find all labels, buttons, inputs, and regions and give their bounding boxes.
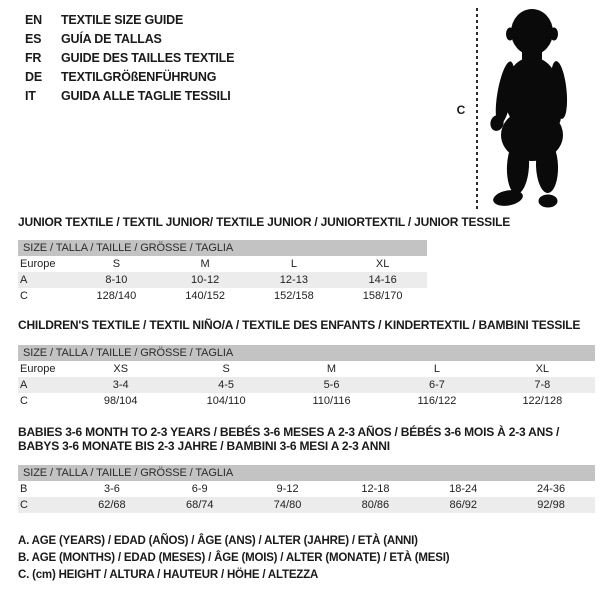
language-row: [25, 48, 234, 67]
legend-line: C. (cm) HEIGHT / ALTURA / HAUTEUR / HÖHE / ALTEZZA: [18, 569, 319, 581]
language-title: GUIDE DES TAILLES TEXTILE: [61, 50, 235, 65]
value-cell: 158/170: [362, 290, 403, 302]
size-header-bar: [18, 240, 427, 256]
row-label-cell: A: [20, 379, 28, 391]
value-cell: 10-12: [191, 274, 220, 286]
value-cell: 3-4: [112, 379, 129, 391]
height-dotted-line: [476, 8, 478, 211]
value-cell: 24-36: [536, 483, 566, 495]
language-code: EN: [25, 12, 42, 27]
value-cell: 140/152: [185, 290, 225, 302]
language-row: [25, 29, 234, 48]
table-title: [18, 215, 511, 229]
row-label-cell: A: [20, 274, 28, 286]
row-label-cell: C: [20, 395, 28, 407]
row-label-cell: Europe: [20, 363, 56, 375]
junior-textile-section: [18, 215, 511, 304]
table-title: [18, 318, 595, 332]
table-row: [18, 393, 595, 409]
row-label-cell: Europe: [20, 258, 56, 270]
value-cell: 5-6: [323, 379, 340, 391]
value-cell: M: [200, 258, 210, 270]
table-title-line: BABIES 3-6 MONTH TO 2-3 YEARS / BEBÉS 3-6 MESES A 2-3 AÑOS / BÉBÉS 3-6 MOIS À 2-3 ANS /: [18, 425, 560, 439]
table-row: [18, 361, 595, 377]
value-cell: M: [326, 363, 337, 375]
row-label-cell: C: [20, 290, 28, 302]
table-grid: [18, 481, 595, 513]
value-cell: 12-13: [279, 274, 308, 286]
height-figure: [440, 0, 600, 215]
size-header-bar-label: SIZE / TALLA / TAILLE / GRÖSSE / TAGLIA: [23, 467, 234, 479]
value-cell: 12-18: [361, 483, 390, 495]
value-cell: XL: [535, 363, 550, 375]
table-title-line: BABYS 3-6 MONATE BIS 2-3 JAHRE / BAMBINI 3-6 MESI A 2-3 ANNI: [18, 439, 390, 453]
value-cell: 14-16: [368, 274, 397, 286]
table-title-line: JUNIOR TEXTILE / TEXTIL JUNIOR/ TEXTILE JUNIOR / JUNIORTEXTIL / JUNIOR TESSILE: [18, 215, 511, 229]
value-cell: 110/116: [312, 395, 351, 407]
value-cell: 4-5: [218, 379, 235, 391]
babies-textile-section: [18, 425, 595, 513]
value-cell: 116/122: [417, 395, 457, 407]
value-cell: 152/158: [273, 290, 314, 302]
children-textile-section: [18, 318, 595, 409]
table-row: [18, 497, 595, 513]
value-cell: 7-8: [534, 379, 551, 391]
table-row: [18, 272, 427, 288]
value-cell: 86/92: [449, 499, 477, 511]
value-cell: 104/110: [206, 395, 246, 407]
value-cell: 80/86: [361, 499, 390, 511]
value-cell: 68/74: [185, 499, 214, 511]
size-header-bar: [18, 345, 595, 361]
value-cell: 18-24: [449, 483, 478, 495]
table-row: [18, 256, 427, 272]
value-cell: 98/104: [103, 395, 138, 407]
language-code: IT: [25, 88, 36, 103]
height-measure-label: C: [456, 103, 466, 117]
language-code: FR: [25, 50, 42, 65]
value-cell: 62/68: [98, 499, 126, 511]
size-header-bar-label: SIZE / TALLA / TAILLE / GRÖSSE / TAGLIA: [23, 242, 234, 254]
value-cell: 9-12: [276, 483, 299, 495]
language-title: TEXTILGRÖßENFÜHRUNG: [61, 69, 217, 84]
value-cell: 92/98: [537, 499, 565, 511]
value-cell: 6-7: [428, 379, 445, 391]
value-cell: 122/128: [522, 395, 563, 407]
legend-line: A. AGE (YEARS) / EDAD (AÑOS) / ÂGE (ANS) / ALTER (JAHRE) / ETÀ (ANNI): [18, 535, 418, 547]
language-title: GUÍA DE TALLAS: [61, 31, 162, 46]
table-row: [18, 481, 595, 497]
value-cell: 128/140: [96, 290, 137, 302]
row-label-cell: B: [20, 483, 28, 495]
table-title: [18, 425, 595, 453]
value-cell: L: [433, 363, 440, 375]
table-title-line: CHILDREN'S TEXTILE / TEXTIL NIÑO/A / TEXTILE DES ENFANTS / KINDERTEXTIL / BAMBINI TESSILE: [18, 318, 581, 332]
language-code: ES: [25, 31, 42, 46]
language-list: [25, 10, 234, 105]
legend-line: B. AGE (MONTHS) / EDAD (MESES) / ÂGE (MOIS) / ALTER (MONATE) / ETÀ (MESI): [18, 552, 450, 564]
value-cell: 8-10: [105, 274, 128, 286]
value-cell: S: [112, 258, 121, 270]
value-cell: L: [290, 258, 297, 270]
size-header-bar: [18, 465, 595, 481]
row-label-cell: C: [20, 499, 28, 511]
table-grid: [18, 361, 595, 409]
table-row: [18, 377, 595, 393]
value-cell: 3-6: [103, 483, 120, 495]
table-grid: [18, 256, 427, 304]
language-row: [25, 67, 234, 86]
value-cell: XL: [375, 258, 390, 270]
language-row: [25, 10, 234, 29]
language-title: TEXTILE SIZE GUIDE: [61, 12, 184, 27]
value-cell: XS: [113, 363, 129, 375]
size-header-bar-label: SIZE / TALLA / TAILLE / GRÖSSE / TAGLIA: [23, 347, 234, 359]
language-row: [25, 86, 234, 105]
legend: [18, 533, 449, 584]
value-cell: 6-9: [191, 483, 208, 495]
baby-silhouette-icon: [486, 4, 582, 212]
language-title: GUIDA ALLE TAGLIE TESSILI: [61, 88, 231, 103]
table-row: [18, 288, 427, 304]
language-code: DE: [25, 69, 42, 84]
value-cell: 74/80: [273, 499, 302, 511]
value-cell: S: [222, 363, 230, 375]
